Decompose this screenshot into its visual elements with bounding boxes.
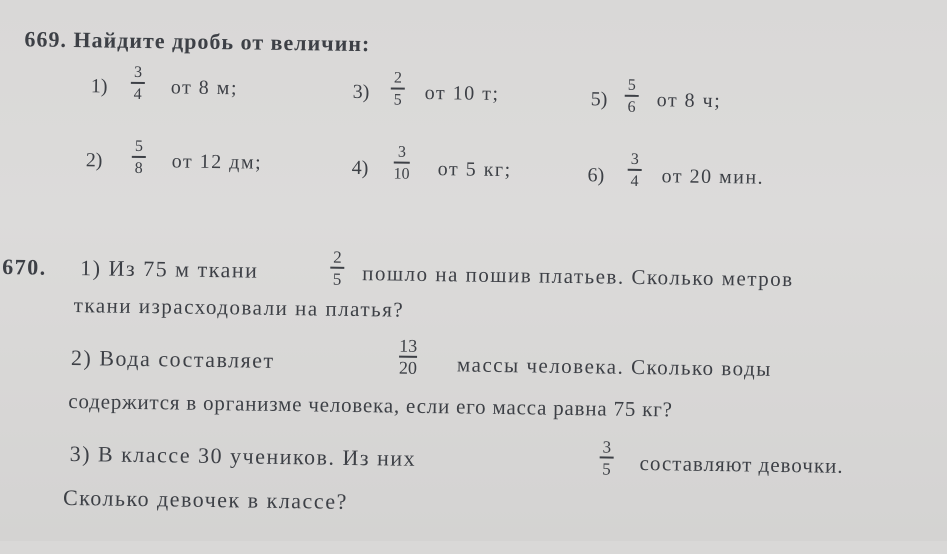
item-4-text: от 5 кг;	[437, 158, 512, 182]
fraction-numerator: 2	[393, 69, 403, 87]
problem-1-fraction	[330, 249, 345, 288]
exercise-669-number: 669.	[24, 26, 68, 52]
fraction-denominator: 5	[332, 269, 342, 289]
fraction-bar	[330, 267, 344, 269]
item-6-label: 6)	[587, 164, 605, 187]
item-5-text: от 8 ч;	[656, 89, 722, 113]
item-1-fraction	[131, 64, 146, 103]
fraction-denominator: 20	[398, 357, 418, 378]
fraction-numerator: 2	[333, 247, 342, 267]
item-3-label: 3)	[352, 80, 370, 104]
problem-3-fraction	[599, 438, 614, 477]
item-6-fraction	[627, 151, 642, 190]
problem-1-after: пошло на пошив платьев. Сколько метров	[362, 261, 794, 292]
fraction-bar	[394, 162, 410, 164]
item-5-label: 5)	[590, 88, 608, 111]
fraction-bar	[625, 95, 639, 97]
fraction-denominator: 6	[627, 98, 636, 116]
item-1-label: 1)	[90, 75, 108, 98]
problem-2-after: массы человека. Сколько воды	[456, 352, 773, 381]
item-4-label: 4)	[351, 156, 369, 180]
fraction-numerator: 3	[630, 150, 639, 168]
problem-2-fraction	[398, 335, 418, 378]
item-5-fraction	[624, 77, 639, 116]
problem-1-before: 1) Из 75 м ткани	[80, 255, 259, 283]
fraction-denominator: 4	[133, 85, 142, 103]
item-2-text: от 12 дм;	[171, 150, 263, 174]
fraction-numerator: 13	[399, 335, 418, 356]
exercise-669-prompt: Найдите дробь от величин:	[73, 27, 371, 57]
problem-3-line2: Сколько девочек в классе?	[62, 484, 349, 514]
item-4-fraction	[393, 144, 410, 183]
fraction-denominator: 10	[393, 165, 410, 183]
fraction-bar	[628, 169, 642, 171]
fraction-numerator: 3	[133, 63, 143, 81]
problem-1-line2: ткани израсходовали на платья?	[73, 293, 405, 322]
fraction-bar	[131, 82, 145, 84]
fraction-numerator: 3	[397, 143, 407, 161]
item-1-text: от 8 м;	[170, 76, 239, 100]
fraction-numerator: 5	[627, 76, 636, 94]
fraction-numerator: 5	[134, 137, 144, 156]
item-2-label: 2)	[85, 149, 103, 172]
problem-2-before: 2) Вода составляет	[70, 345, 275, 373]
fraction-denominator: 8	[134, 159, 143, 177]
fraction-denominator: 5	[393, 91, 402, 109]
item-2-fraction	[132, 138, 147, 177]
fraction-bar	[132, 156, 146, 158]
fraction-denominator: 5	[602, 458, 611, 479]
problem-2-line2: содержится в организме человека, если его масса равна 75 кг?	[68, 388, 673, 422]
problem-3-after: составляют девочки.	[639, 450, 844, 478]
fraction-denominator: 4	[630, 172, 639, 190]
exercise-669-header	[24, 26, 370, 57]
item-3-text: от 10 т;	[424, 81, 500, 105]
problem-3-before: 3) В классе 30 учеников. Из них	[69, 441, 417, 471]
fraction-bar	[600, 456, 614, 458]
fraction-numerator: 3	[602, 437, 612, 457]
exercise-670-number: 670.	[2, 254, 47, 280]
item-6-text: от 20 мин.	[661, 165, 765, 189]
fraction-bar	[391, 87, 405, 89]
item-3-fraction	[391, 69, 406, 108]
